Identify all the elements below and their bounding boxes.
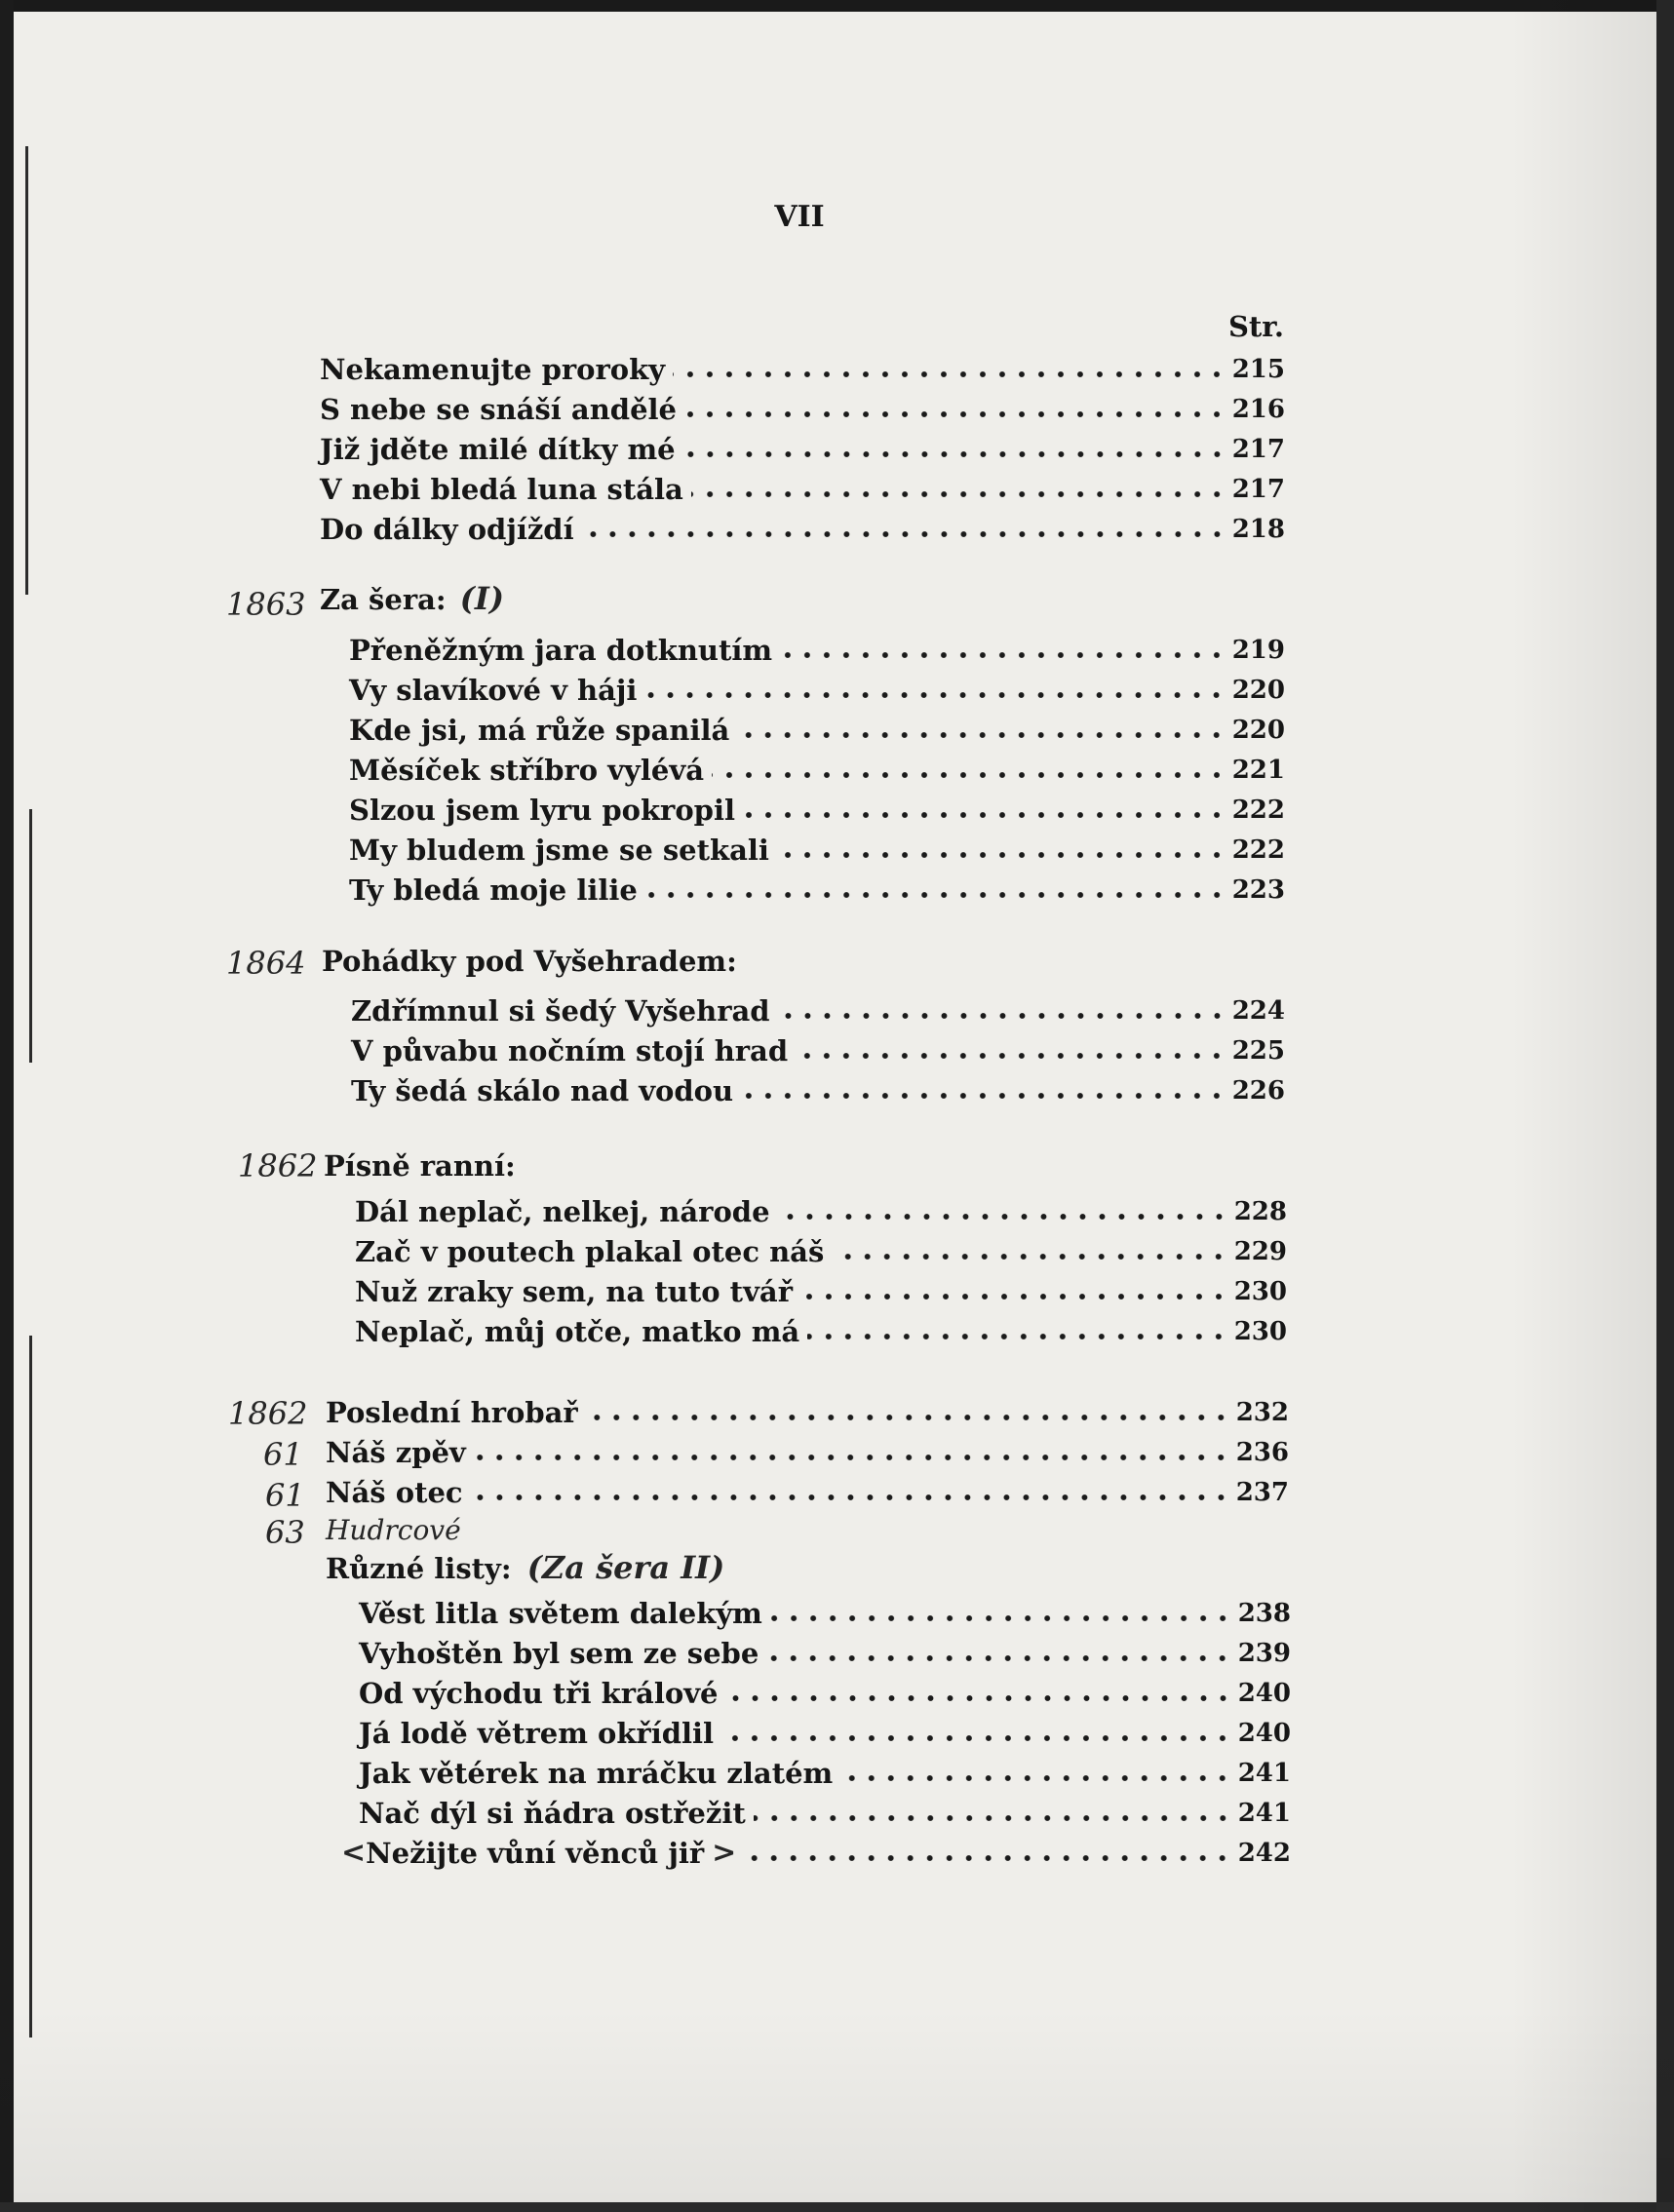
toc-entry [320, 431, 1285, 468]
entry-title: Nuž zraky sem, na tuto tvář [355, 1275, 793, 1308]
toc-entry [320, 351, 1285, 388]
toc-entry [349, 792, 1285, 829]
entry-page: 238 [1237, 1599, 1291, 1628]
entry-title: Dál neplač, nelkej, národe [355, 1195, 770, 1228]
entry-page: 226 [1231, 1076, 1285, 1106]
scan-edge-top [0, 0, 1674, 12]
dot-leader [471, 1494, 1230, 1501]
entry-title: Ty bledá moje lilie [349, 873, 638, 907]
entry-title: Od východu tři králové [359, 1677, 719, 1710]
dot-leader [832, 1253, 1228, 1261]
entry-page: 229 [1233, 1237, 1287, 1266]
handwritten-year-note: 1864 [226, 945, 306, 982]
toc-entry [355, 1273, 1287, 1310]
entry-title: Zdřímnul si šedý Vyšehrad [351, 994, 770, 1028]
entry-page: 218 [1231, 515, 1285, 544]
page-shadow [1510, 0, 1656, 2212]
dot-leader [683, 450, 1226, 458]
entry-title: Náš otec [326, 1476, 463, 1509]
toc-entry [355, 1313, 1287, 1350]
dot-leader [778, 1012, 1226, 1020]
entry-page: 223 [1231, 875, 1285, 905]
toc-entry [349, 632, 1285, 669]
dot-leader [742, 1854, 1232, 1862]
entry-title: Ty šedá skálo nad vodou [351, 1074, 734, 1107]
dot-leader [712, 771, 1226, 779]
dot-leader [840, 1774, 1232, 1782]
toc-entry [326, 1474, 1289, 1511]
entry-title: Nekamenujte proroky [320, 353, 666, 386]
entry-page: 228 [1233, 1197, 1287, 1226]
entry-page: 220 [1231, 716, 1285, 745]
margin-pencil-line [25, 146, 28, 595]
entry-page: 224 [1231, 996, 1285, 1026]
entry-page: 242 [1237, 1839, 1291, 1868]
entry-page: 221 [1231, 756, 1285, 785]
scan-edge-bottom [0, 2202, 1674, 2212]
entry-page: 230 [1233, 1277, 1287, 1306]
entry-page: 241 [1237, 1799, 1291, 1828]
dot-leader [743, 811, 1226, 819]
toc-entry [349, 872, 1285, 909]
handwritten-year-note: 61 [263, 1436, 303, 1473]
entry-title: Nač dýl si ňádra ostřežit [359, 1797, 746, 1830]
entry-title: My bludem jsme se setkali [349, 834, 769, 867]
toc-entry [320, 391, 1285, 428]
page-column-header: Str. [1227, 310, 1284, 343]
dot-leader [645, 891, 1226, 899]
entry-title: Již jděte milé dítky mé [320, 433, 676, 466]
dot-leader [800, 1293, 1228, 1300]
entry-page: 215 [1231, 355, 1285, 384]
dot-leader [586, 1414, 1230, 1421]
page-number: VII [774, 200, 825, 234]
section-heading: Písně ranní: [324, 1149, 516, 1183]
entry-title: V nebi bledá luna stála [320, 473, 683, 506]
entry-page: 230 [1233, 1317, 1287, 1346]
dot-leader [778, 1213, 1228, 1221]
entry-page: 222 [1231, 796, 1285, 825]
toc-entry [359, 1635, 1291, 1672]
toc-entry [355, 1193, 1287, 1230]
dot-leader [754, 1814, 1232, 1822]
entry-title: Do dálky odjíždí [320, 513, 574, 546]
toc-entry [349, 672, 1285, 709]
entry-page: 232 [1235, 1398, 1289, 1427]
dot-leader [721, 1734, 1232, 1742]
entry-title: Já lodě větrem okřídlil [359, 1717, 715, 1750]
section-heading-text: Za šera: [320, 583, 447, 616]
dot-leader [644, 691, 1226, 699]
handwritten-year-note: 1862 [228, 1395, 308, 1432]
handwritten-bracket-left: < [341, 1836, 367, 1870]
handwritten-annotation: (Za šera II) [526, 1549, 725, 1586]
toc-entry [359, 1795, 1291, 1832]
handwritten-year-note: 1863 [226, 586, 306, 623]
dot-leader [770, 1614, 1232, 1622]
handwritten-year-note: 1862 [238, 1147, 318, 1184]
handwritten-year-note: 61 [265, 1477, 305, 1514]
section-heading [326, 1548, 724, 1587]
scan-edge-left [0, 0, 14, 2212]
entry-title: Náš zpěv [326, 1436, 466, 1469]
dot-leader [582, 530, 1226, 538]
dot-leader [777, 851, 1226, 859]
section-heading: Pohádky pod Vyšehradem: [322, 945, 737, 978]
margin-pencil-line [29, 1336, 32, 2037]
toc-entry [359, 1755, 1291, 1792]
entry-title: Zač v poutech plakal otec náš [355, 1235, 825, 1268]
toc-entry [320, 511, 1285, 548]
entry-title: Kde jsi, má růže spanilá [349, 714, 730, 747]
entry-title: Vy slavíkové v háji [349, 674, 638, 707]
entry-title: Vyhoštěn byl sem ze sebe [359, 1637, 759, 1670]
toc-entry [351, 992, 1285, 1029]
toc-entry [326, 1394, 1289, 1431]
entry-page: 217 [1231, 435, 1285, 464]
section-heading [320, 579, 504, 618]
margin-pencil-line [29, 809, 32, 1063]
entry-page: 237 [1235, 1478, 1289, 1507]
dot-leader [766, 1654, 1232, 1662]
entry-page: 216 [1231, 395, 1285, 424]
section-heading-text: Různé listy: [326, 1552, 512, 1585]
toc-entry [359, 1595, 1291, 1632]
toc-entry [326, 1434, 1289, 1471]
toc-entry [355, 1233, 1287, 1270]
entry-page: 239 [1237, 1639, 1291, 1668]
dot-leader [726, 1694, 1233, 1702]
entry-page: 241 [1237, 1759, 1291, 1788]
dot-leader [741, 1092, 1226, 1100]
entry-page: 236 [1235, 1438, 1289, 1467]
entry-title: Věst litla světem dalekým [359, 1597, 762, 1630]
dot-leader [780, 651, 1226, 659]
page-shadow-bottom [0, 2007, 1674, 2202]
toc-entry [359, 1675, 1291, 1712]
entry-title: Nežijte vůní věnců jiř [366, 1837, 705, 1870]
handwritten-bracket-right: > [712, 1836, 737, 1870]
dot-leader [673, 370, 1226, 378]
entry-title: V půvabu nočním stojí hrad [351, 1034, 789, 1067]
dot-leader [807, 1333, 1228, 1340]
entry-title: Přeněžným jara dotknutím [349, 634, 773, 667]
dot-leader [796, 1052, 1226, 1060]
entry-page: 219 [1231, 636, 1285, 665]
toc-entry [349, 752, 1285, 789]
scan-edge-right [1656, 0, 1674, 2212]
entry-page: 225 [1231, 1036, 1285, 1066]
dot-leader [684, 410, 1226, 418]
entry-page: 240 [1237, 1719, 1291, 1748]
entry-title: Poslední hrobař [326, 1396, 578, 1429]
dot-leader [691, 490, 1226, 498]
entry-page: 217 [1231, 475, 1285, 504]
toc-entry [320, 471, 1285, 508]
toc-entry [351, 1032, 1285, 1069]
toc-entry [349, 712, 1285, 749]
toc-entry [351, 1072, 1285, 1109]
dot-leader [737, 731, 1226, 739]
handwritten-note: Hudrcové [326, 1514, 461, 1546]
entry-title: Jak větérek na mráčku zlatém [359, 1757, 834, 1790]
toc-entry [341, 1835, 1291, 1872]
handwritten-annotation: (I) [459, 580, 504, 617]
handwritten-year-note: 63 [265, 1514, 305, 1551]
toc-entry [349, 832, 1285, 869]
toc-entry [359, 1715, 1291, 1752]
dot-leader [474, 1454, 1230, 1461]
entry-page: 222 [1231, 835, 1285, 865]
entry-title: Neplač, můj otče, matko má [355, 1315, 800, 1348]
entry-page: 220 [1231, 676, 1285, 705]
entry-title: Měsíček stříbro vylévá [349, 754, 705, 787]
entry-title: S nebe se snáší andělé [320, 393, 677, 426]
entry-title: Slzou jsem lyru pokropil [349, 794, 735, 827]
entry-page: 240 [1237, 1679, 1291, 1708]
